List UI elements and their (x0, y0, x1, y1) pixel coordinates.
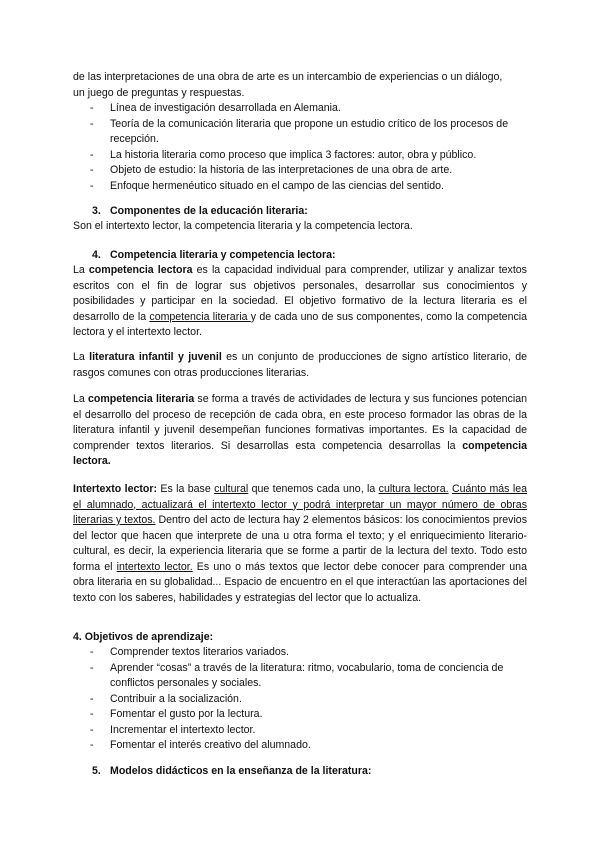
list-item: - La historia literaria como proceso que implica 3 factores: autor, obra y público. (73, 148, 527, 164)
list-item: - Objeto de estudio: la historia de las interpretaciones de una obra de arte. (73, 163, 527, 179)
section-3-text: Son el intertexto lector, la competencia literaria y la competencia lectora. (73, 220, 413, 232)
term-intertexto-lector: intertexto lector. (116, 560, 193, 573)
text-run: que tenemos cada uno, la (248, 483, 379, 495)
text-run: La (73, 351, 90, 363)
list-item: - Línea de investigación desarrollada en Alemania. (73, 101, 527, 117)
list-item: - Comprender textos literarios variados. (73, 645, 527, 661)
objetivos-heading: 4. Objetivos de aprendizaje: (73, 631, 214, 643)
term-competencia-lectora: competencia lectora (88, 264, 193, 276)
list-item: - Incrementar el intertexto lector. (73, 723, 527, 739)
term-competencia-literaria: competencia literaria (87, 393, 195, 405)
section-title: Competencia literaria y competencia lectora: (110, 249, 336, 261)
section-4-heading (73, 248, 527, 264)
section-title: Componentes de la educación literaria: (110, 205, 308, 217)
section-number: 4. (92, 249, 101, 261)
list-item: - Fomentar el interés creativo del alumnado. (73, 738, 527, 754)
section-5-heading (73, 764, 527, 780)
list-item: - Contribuir a la socialización. (73, 692, 527, 708)
section-number: 3. (92, 205, 101, 217)
term-intertexto-lector: Intertexto lector: (73, 483, 158, 495)
list-item: - Teoría de la comunicación literaria que propone un estudio crítico de los procesos de recepción. (73, 117, 527, 148)
reception-theory-list (73, 101, 527, 194)
intertexto-lector-paragraph (73, 482, 527, 606)
text-run: La (73, 264, 89, 276)
term-cultura-lectora: cultura lectora. (378, 483, 449, 495)
list-item: - Enfoque hermenéutico situado en el campo de las ciencias del sentido. (73, 179, 527, 195)
term-competencia-lectora: competencia lectora. (73, 439, 527, 467)
competencia-lectora-paragraph (73, 263, 527, 341)
term-competencia-literaria: competencia literaria (149, 310, 251, 323)
intro-paragraph (73, 70, 527, 101)
text-run: Es uno o más textos que lector debe conocer para comprender una obra literaria en su globalidad... Espacio de encuentro en el que interactúan las aportaciones del texto con los saberes, habilidades y estrategias del lector que lo actualiza. (73, 560, 527, 604)
list-item: - Fomentar el gusto por la lectura. (73, 707, 527, 723)
text-run: se forma a través de actividades de lectura y sus funciones potencian el desarrollo del proceso de recepción de cada obra, en este proceso formador las obras de la literatura infantil y juvenil desempeñan funciones formativas importantes. Es la capacidad de comprender textos literarios. Si desarrollas esta competencia desarrollas la (73, 393, 527, 452)
list-item: - Aprender “cosas” a través de la literatura: ritmo, vocabulario, toma de conciencia de conflictos personales y sociales. (73, 661, 527, 692)
text-run: es la capacidad individual para comprender, utilizar y analizar textos escritos con el fin de lograr sus objetivos personales, desarrollar sus conocimientos y posibilidades y participar en la sociedad. El objetivo formativo de la lectura literaria es el desarrollo de la (73, 264, 527, 323)
intro-line-1: de las interpretaciones de una obra de arte es un intercambio de experiencias o un diálogo, (73, 71, 503, 83)
text-run: Es la base (157, 483, 215, 495)
section-title: Modelos didácticos en la enseñanza de la literatura: (110, 765, 372, 777)
competencia-literaria-paragraph (73, 392, 527, 470)
text-run: Dentro del acto de lectura hay 2 elementos básicos: los conocimientos previos del lector que hacen que interprete de una u otra forma el texto; y el enriquecimiento literario-cultural, es decir, la experiencia literaria que se forme a partir de la lectura del texto. Todo esto forma el (73, 514, 527, 573)
text-run: es un conjunto de producciones de signo artístico literario, de rasgos comunes con otras producciones literarias. (73, 351, 527, 379)
term-cultural: cultural (214, 483, 249, 495)
section-number: 5. (92, 765, 101, 777)
text-run: y de cada uno de sus componentes, como la competencia lectora y el intertexto lector. (73, 310, 528, 338)
intro-line-2: un juego de preguntas y respuestas. (73, 86, 245, 99)
objectives-list (73, 645, 527, 754)
term-literatura-infantil: literatura infantil y juvenil (89, 351, 222, 363)
section-3-heading (73, 204, 527, 220)
underlined-sentence: Cuánto más lea el alumnado, actualizará el intertexto lector y podrá interpretar un mayor número de obras literarias y textos. (73, 483, 527, 526)
literatura-infantil-paragraph (73, 350, 527, 381)
text-run: La (73, 393, 88, 405)
